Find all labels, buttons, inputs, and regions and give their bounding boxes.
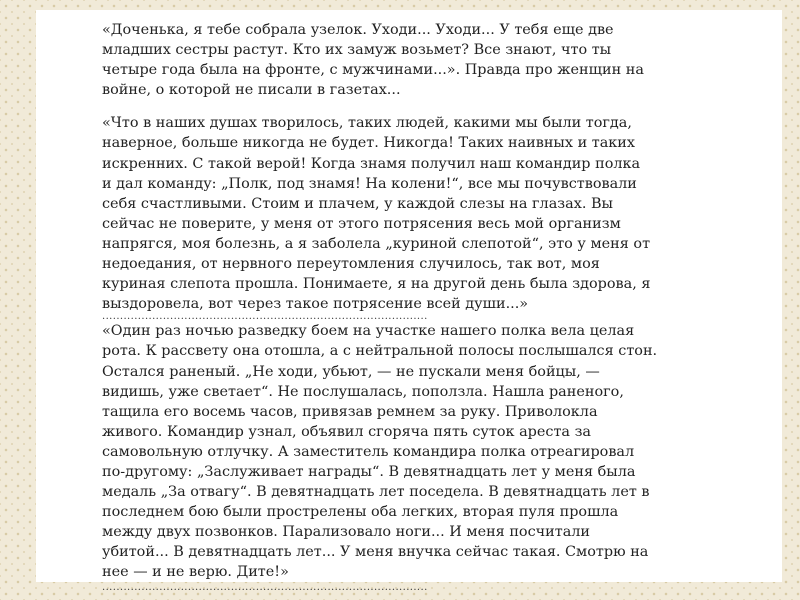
text-line: сейчас не поверите, у меня от этого потрясения весь мой организм [102, 215, 621, 232]
text-line: «Один раз ночью разведку боем на участке нашего полка вела целая [102, 323, 635, 340]
text-line: искренних. С такой верой! Когда знамя получил наш командир полка [102, 155, 641, 172]
paragraph-2 [102, 113, 712, 314]
paragraph-3 [102, 321, 712, 582]
text-block [102, 20, 712, 592]
text-line: видишь, уже светает“. Не послушалась, поползла. Нашла раненого, [102, 383, 624, 400]
text-line: Остался раненый. „Не ходи, убьют, — не пускали меня бойцы, — [102, 363, 600, 380]
paragraph-1 [102, 20, 712, 100]
text-line: и дал команду: „Полк, под знамя! На колени!“, все мы почувствовали [102, 175, 637, 192]
dotted-separator: ........................................................................................... [102, 314, 428, 322]
text-line: между двух позвонков. Парализовало ноги... И меня посчитали [102, 524, 591, 541]
text-line: выздоровела, вот через такое потрясение всей души...» [102, 296, 529, 313]
text-line: младших сестры растут. Кто их замуж возьмет? Все знают, что ты [102, 42, 612, 59]
text-line: нее — и не верю. Дите!» [102, 564, 289, 581]
text-line: тащила его восемь часов, привязав ремнем за руку. Приволокла [102, 403, 598, 420]
text-line: напрягся, моя болезнь, а я заболела „куриной слепотой“, это у меня от [102, 235, 651, 252]
text-line: войне, о которой не писали в газетах... [102, 82, 401, 99]
text-line: по-другому: „Заслуживает награды“. В девятнадцать лет у меня была [102, 463, 636, 480]
text-line: «Что в наших душах творилось, таких людей, какими мы были тогда, [102, 115, 632, 132]
paragraph-gap [102, 100, 712, 113]
text-line: медаль „За отвагу“. В девятнадцать лет поседела. В девятнадцать лет в [102, 484, 650, 501]
text-line: наверное, больше никогда не будет. Никогда! Таких наивных и таких [102, 135, 635, 152]
text-line: четыре года была на фронте, с мужчинами...». Правда про женщин на [102, 62, 644, 79]
text-line: рота. К рассвету она отошла, а с нейтральной полосы послышался стон. [102, 343, 658, 360]
text-line: куриная слепота прошла. Понимаете, я на другой день была здорова, я [102, 276, 651, 293]
text-line: последнем бою были прострелены оба легких, вторая пуля прошла [102, 504, 619, 521]
text-line: недоедания, от нервного переутомления случилось, так вот, моя [102, 256, 600, 273]
text-line: живого. Командир узнал, объявил сгоряча пять суток ареста за [102, 423, 591, 440]
text-line: самовольную отлучку. А заместитель командира полка отреагировал [102, 443, 635, 460]
text-line: «Доченька, я тебе собрала узелок. Уходи... Уходи... У тебя еще две [102, 22, 614, 38]
dotted-separator: ........................................................................................... [102, 584, 428, 592]
slide-page [36, 10, 782, 592]
text-line: себя счастливыми. Стоим и плачем, у каждой слезы на глазах. Вы [102, 195, 614, 212]
text-line: убитой... В девятнадцать лет... У меня внучка сейчас такая. Смотрю на [102, 544, 649, 561]
